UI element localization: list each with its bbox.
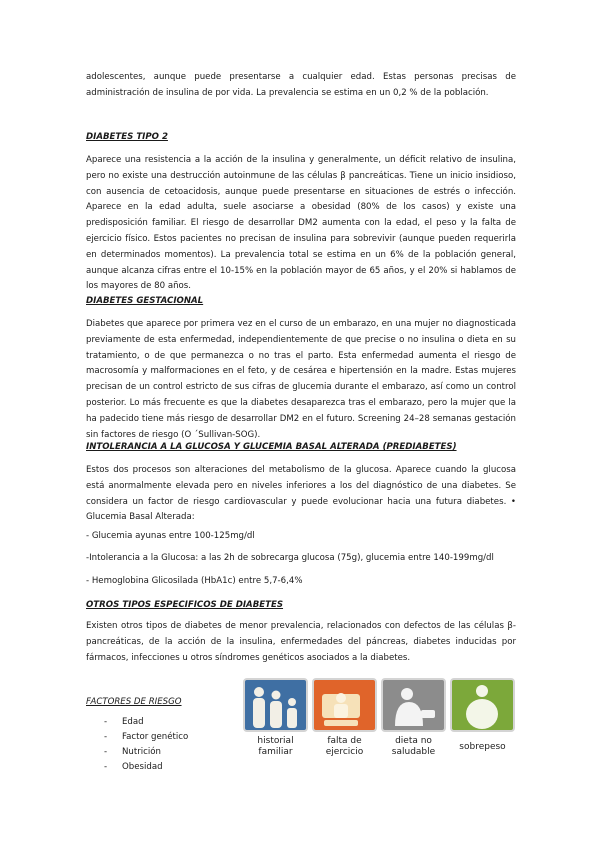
heading-prediabetes: INTOLERANCIA A LA GLUCOSA Y GLUCEMIA BASAL ALTERADA (PREDIABETES): [86, 442, 457, 452]
dm2-paragraph: Aparece una resistencia a la acción de la insulina y generalmente, un déficit relativo de insulina, pero no existe una destrucción autoinmune de las células β pancreáticas. Tiene un inicio insidioso, con ausencia de cetoacidosis, aunque puede presentarse en situaciones de estrés o infección. Aparece en la edad adulta, suele asociarse a obesidad (80% de los casos) y existe una predisposición familiar. El riesgo de desarrollar DM2 aumenta con la edad, el peso y la falta de ejercicio físico. Estos pacientes no precisan de insulina para sobrevivir (aunque pueden requerirla en determinados momentos). La prevalencia total se estima en un 6% de la población general, aunque alcanza cifras entre el 10-15% en la población mayor de 65 años, y el 20% si hablamos de los mayores de 80 años.: [86, 155, 516, 292]
risk-factors-title: FACTORES DE RIESGO: [86, 697, 182, 707]
unhealthy-diet-icon: [381, 678, 446, 732]
gestacional-paragraph: Diabetes que aparece por primera vez en el curso de un embarazo, en una mujer no diagnosticada previamente de esta enfermedad, independientemente de que precise o no insulina o dieta en su tratamiento, o de que permanezca o no tras el parto. Esta enfermedad aumenta el riesgo de macrosomía y malformaciones en el feto, y de cesárea e hipertensión en la madre. Estas mujeres precisan de un control estricto de sus cifras de glucemia durante el embarazo, así como un control posterior. Lo más frecuente es que la diabetes desaparezca tras el embarazo, pero la mujer que la ha padecido tiene más riesgo de desarrollar DM2 en el futuro. Screening 24–28 semanas gestación sin factores de riesgo (O ´Sullivan-SOG).: [86, 319, 516, 440]
risk-factor-icons: [243, 678, 515, 770]
risk-tile-overweight: [450, 678, 515, 770]
sedentary-icon: [312, 678, 377, 732]
criteria-item-hba1c: - Hemoglobina Glicosilada (HbA1c) entre 5,7-6,4%: [86, 576, 303, 586]
list-item: - Nutrición: [104, 747, 161, 757]
intro-paragraph: adolescentes, aunque puede presentarse a cualquier edad. Estas personas precisas de administración de insulina de por vida. La prevalencia se estima en un 0,2 % de la población.: [86, 72, 516, 98]
overweight-icon: [450, 678, 515, 732]
heading-diabetes-gestacional: DIABETES GESTACIONAL: [86, 296, 204, 306]
heading-otros-tipos: OTROS TIPOS ESPECIFICOS DE DIABETES: [86, 600, 284, 610]
criteria-item-intolerancia: -Intolerancia a la Glucosa: a las 2h de sobrecarga glucosa (75g), glucemia entre 140-199mg/dl: [86, 553, 494, 563]
criteria-item-ayunas: - Glucemia ayunas entre 100-125mg/dl: [86, 531, 255, 541]
heading-diabetes-tipo-2: DIABETES TIPO 2: [86, 132, 168, 142]
risk-tile-family: [243, 678, 308, 770]
prediabetes-paragraph: Estos dos procesos son alteraciones del metabolismo de la glucosa. Aparece cuando la glucosa está anormalmente elevada pero en niveles inferiores a los del diagnóstico de una diabetes. Se considera un factor de riesgo cardiovascular y puede evolucionar hacia una futura diabetes. • Glucemia Basal Alterada:: [86, 465, 516, 523]
risk-factors-list: [104, 717, 188, 777]
icon-caption: dieta no saludable: [391, 736, 436, 757]
icon-caption: historial familiar: [257, 736, 294, 757]
icon-caption: sobrepeso: [459, 742, 506, 752]
list-item: - Factor genético: [104, 732, 189, 742]
icon-caption: falta de ejercicio: [325, 736, 364, 757]
list-item: - Edad: [104, 717, 144, 727]
risk-tile-exercise: [312, 678, 377, 770]
otros-paragraph: Existen otros tipos de diabetes de menor prevalencia, relacionados con defectos de las células β-pancreáticas, de la acción de la insulina, enfermedades del páncreas, diabetes inducidas por fármacos, infecciones u otros síndromes genéticos asociados a la diabetes.: [86, 621, 516, 663]
risk-tile-diet: [381, 678, 446, 770]
list-item: - Obesidad: [104, 762, 163, 772]
family-icon: [243, 678, 308, 732]
